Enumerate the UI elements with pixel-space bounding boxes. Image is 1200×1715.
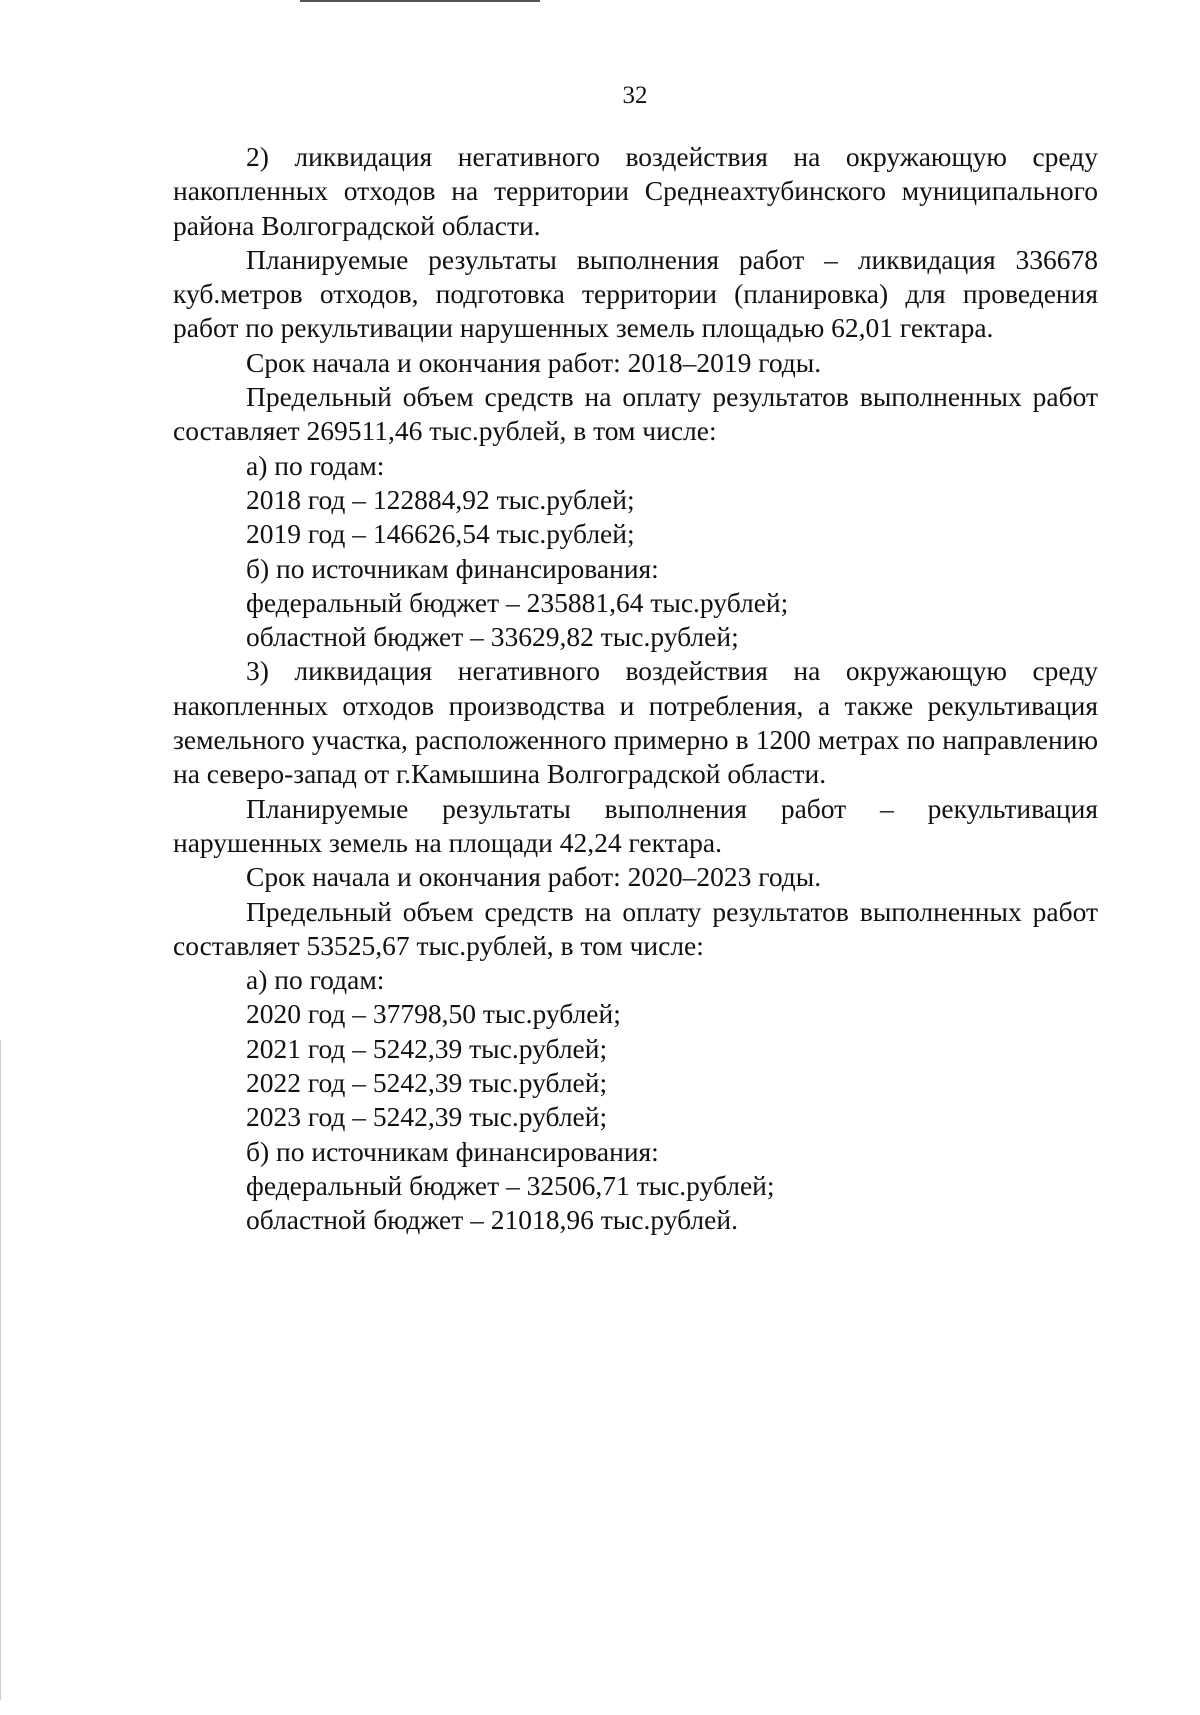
list-item-year-2019: 2019 год – 146626,54 тыс.рублей;: [246, 518, 635, 550]
scan-edge-top: [300, 0, 540, 2]
list-item-year-2018: 2018 год – 122884,92 тыс.рублей;: [246, 483, 635, 515]
paragraph-item-2: 2) ликвидация негативного воздействия на окружающую среду накопленных отходов на территории Среднеахтубинского муниципального района Волгоградской области.: [173, 141, 1098, 241]
list-item-federal-budget-1: федеральный бюджет – 235881,64 тыс.рублей;: [246, 586, 789, 618]
list-item-regional-budget-1: областной бюджет – 33629,82 тыс.рублей;: [246, 621, 739, 653]
list-item-federal-budget-2: федеральный бюджет – 32506,71 тыс.рублей;: [246, 1169, 775, 1201]
paragraph-item-3: 3) ликвидация негативного воздействия на окружающую среду накопленных отходов производства и потребления, а также рекультивация земельного участка, расположенного примерно в 1200 метрах по направлению на северо-запад от г.Камышина Волгоградской области.: [173, 655, 1098, 790]
list-heading-by-years-2: а) по годам:: [246, 964, 385, 996]
paragraph-planned-results-2: Планируемые результаты выполнения работ – рекультивация нарушенных земель на площади 42,24 гектара.: [173, 792, 1098, 858]
paragraph-planned-results-1: Планируемые результаты выполнения работ – ликвидация 336678 куб.метров отходов, подготовка территории (планировка) для проведения работ по рекультивации нарушенных земель площадью 62,01 гектара.: [173, 243, 1098, 344]
list-item-year-2023: 2023 год – 5242,39 тыс.рублей;: [246, 1101, 608, 1133]
paragraph-term-1: Срок начала и окончания работ: 2018–2019 годы.: [246, 346, 822, 378]
paragraph-funding-limit-2: Предельный объем средств на оплату результатов выполненных работ составляет 53525,67 тыс.рублей, в том числе:: [173, 895, 1098, 961]
list-item-year-2021: 2021 год – 5242,39 тыс.рублей;: [246, 1032, 608, 1064]
list-heading-by-years-1: а) по годам:: [246, 449, 385, 481]
list-item-year-2020: 2020 год – 37798,50 тыс.рублей;: [246, 998, 621, 1030]
list-heading-by-sources-2: б) по источникам финансирования:: [246, 1135, 659, 1167]
page-number: 32: [622, 82, 648, 109]
list-heading-by-sources-1: б) по источникам финансирования:: [246, 552, 659, 584]
document-body: [173, 140, 1098, 1238]
scan-edge-left: [0, 1040, 1, 1700]
paragraph-funding-limit-1: Предельный объем средств на оплату результатов выполненных работ составляет 269511,46 тыс.рублей, в том числе:: [173, 381, 1098, 447]
list-item-regional-budget-2: областной бюджет – 21018,96 тыс.рублей.: [246, 1204, 738, 1236]
list-item-year-2022: 2022 год – 5242,39 тыс.рублей;: [246, 1067, 608, 1099]
paragraph-term-2: Срок начала и окончания работ: 2020–2023 годы.: [246, 861, 822, 893]
